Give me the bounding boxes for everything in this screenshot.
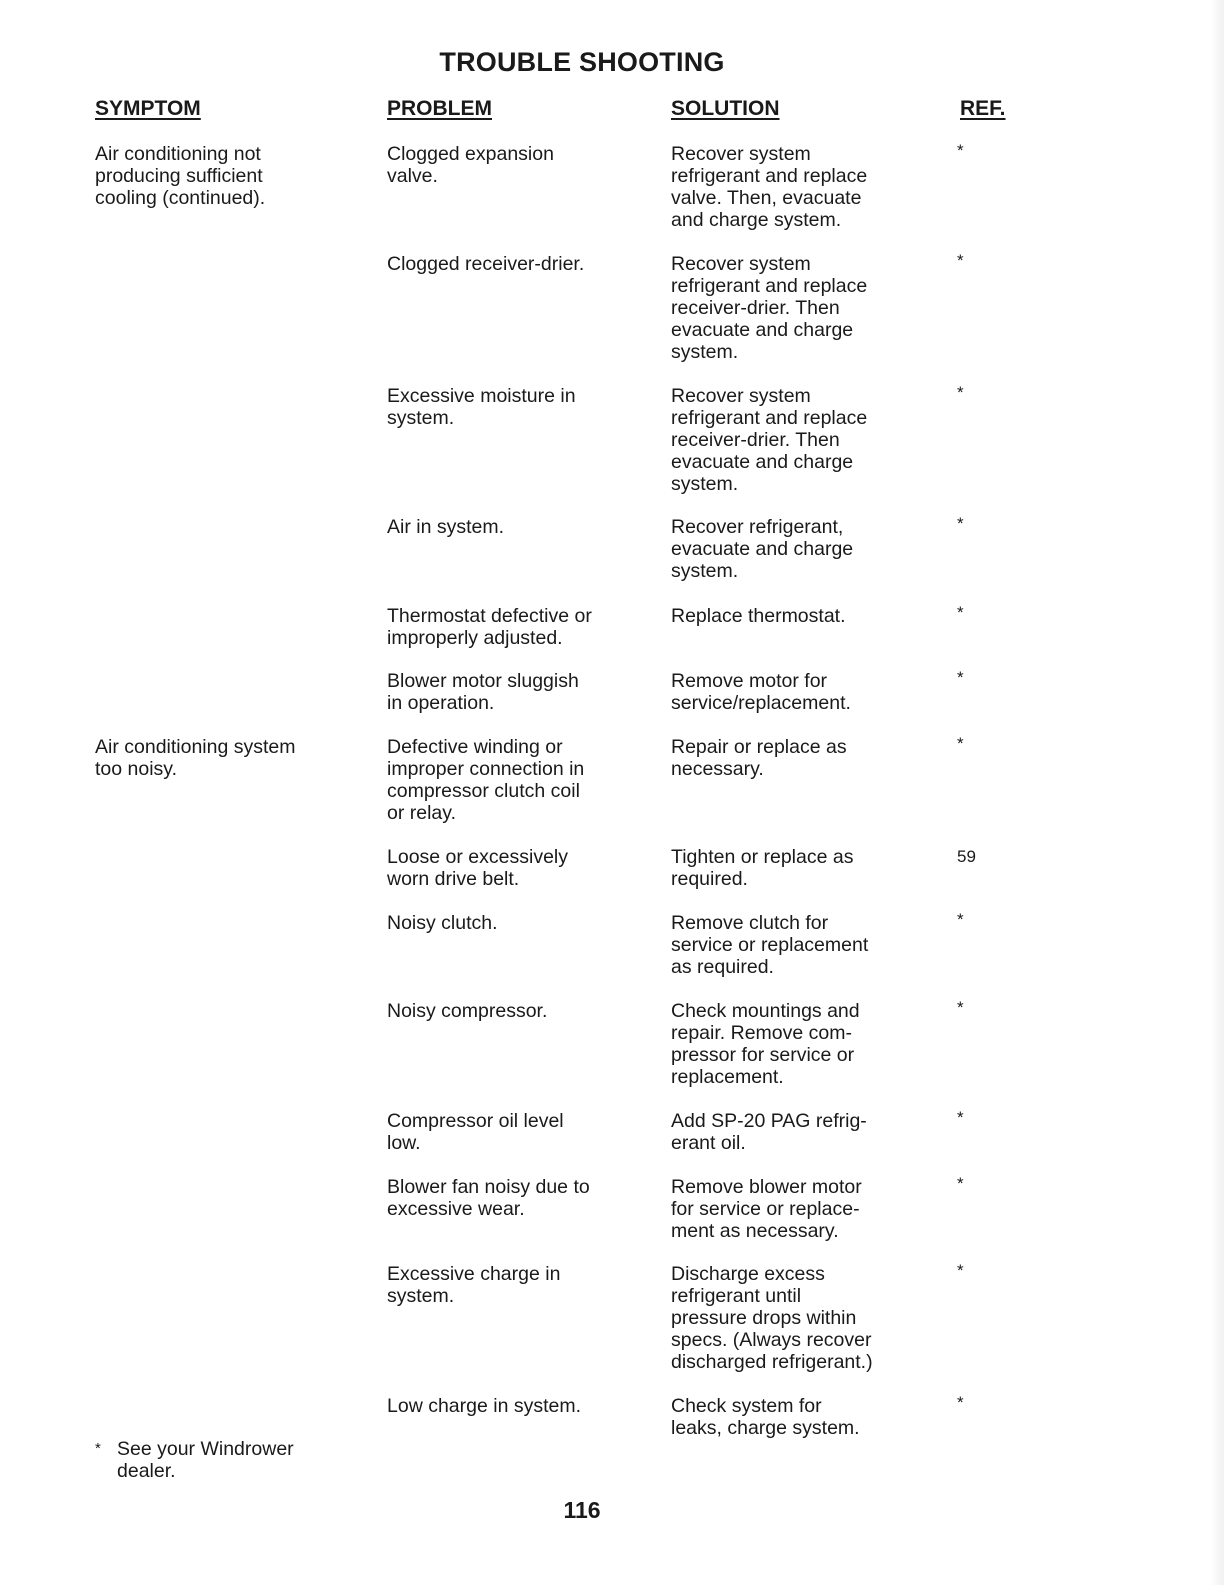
page-number: 116 (563, 1497, 601, 1523)
solution-cell: Add SP-20 PAG refrig- erant oil. (671, 1110, 867, 1154)
header-symptom: SYMPTOM (95, 97, 201, 120)
ref-cell: * (957, 1393, 964, 1412)
ref-cell: * (957, 603, 964, 622)
page-title: TROUBLE SHOOTING (439, 47, 725, 77)
problem-cell: Thermostat defective or improperly adjusted. (387, 605, 592, 649)
problem-cell: Clogged receiver-drier. (387, 253, 585, 275)
page-edge-shadow (1210, 0, 1224, 1585)
ref-cell: * (957, 383, 964, 402)
problem-cell: Blower fan noisy due to excessive wear. (387, 1176, 590, 1220)
problem-cell: Defective winding or improper connection in compressor clutch coil or relay. (387, 736, 585, 824)
header-ref: REF. (960, 97, 1006, 120)
ref-cell: * (957, 910, 964, 929)
symptom-insufficient-cooling: Air conditioning not producing sufficient cooling (continued). (95, 143, 266, 209)
footnote-marker: * (95, 1440, 101, 1457)
solution-cell: Remove motor for service/replacement. (671, 670, 851, 714)
ref-cell: * (957, 998, 964, 1017)
problem-cell: Blower motor sluggish in operation. (387, 670, 579, 714)
solution-cell: Check mountings and repair. Remove com- pressor for service or replacement. (671, 1000, 860, 1088)
footnote (95, 1416, 294, 1482)
solution-cell: Recover system refrigerant and replace receiver-drier. Then evacuate and charge system. (671, 385, 868, 495)
ref-cell: * (957, 1261, 964, 1280)
solution-cell: Recover refrigerant, evacuate and charge system. (671, 516, 854, 582)
footnote-text: See your Windrower dealer. (117, 1438, 294, 1482)
ref-cell: * (957, 514, 964, 533)
solution-cell: Remove blower motor for service or replace- ment as necessary. (671, 1176, 862, 1242)
solution-cell: Check system for leaks, charge system. (671, 1395, 860, 1439)
header-solution: SOLUTION (671, 97, 780, 120)
problem-cell: Clogged expansion valve. (387, 143, 554, 187)
problem-cell: Compressor oil level low. (387, 1110, 564, 1154)
solution-cell: Replace thermostat. (671, 605, 846, 627)
solution-cell: Discharge excess refrigerant until pressure drops within specs. (Always recover discharged refrigerant.) (671, 1263, 873, 1373)
solution-cell: Recover system refrigerant and replace receiver-drier. Then evacuate and charge system. (671, 253, 868, 363)
ref-cell: * (957, 1108, 964, 1127)
solution-cell: Repair or replace as necessary. (671, 736, 847, 780)
ref-cell: * (957, 734, 964, 753)
ref-cell: * (957, 668, 964, 687)
problem-cell: Loose or excessively worn drive belt. (387, 846, 569, 890)
ref-cell: * (957, 141, 964, 160)
ref-cell: 59 (957, 847, 976, 866)
problem-cell: Excessive moisture in system. (387, 385, 576, 429)
symptom-too-noisy: Air conditioning system too noisy. (95, 736, 296, 780)
header-problem: PROBLEM (387, 97, 492, 120)
solution-cell: Remove clutch for service or replacement as required. (671, 912, 869, 978)
solution-cell: Tighten or replace as required. (671, 846, 854, 890)
problem-cell: Noisy compressor. (387, 1000, 548, 1022)
solution-cell: Recover system refrigerant and replace valve. Then, evacuate and charge system. (671, 143, 868, 231)
problem-cell: Low charge in system. (387, 1395, 582, 1417)
ref-cell: * (957, 251, 964, 270)
problem-cell: Excessive charge in system. (387, 1263, 561, 1307)
ref-cell: * (957, 1174, 964, 1193)
problem-cell: Air in system. (387, 516, 505, 538)
problem-cell: Noisy clutch. (387, 912, 498, 934)
